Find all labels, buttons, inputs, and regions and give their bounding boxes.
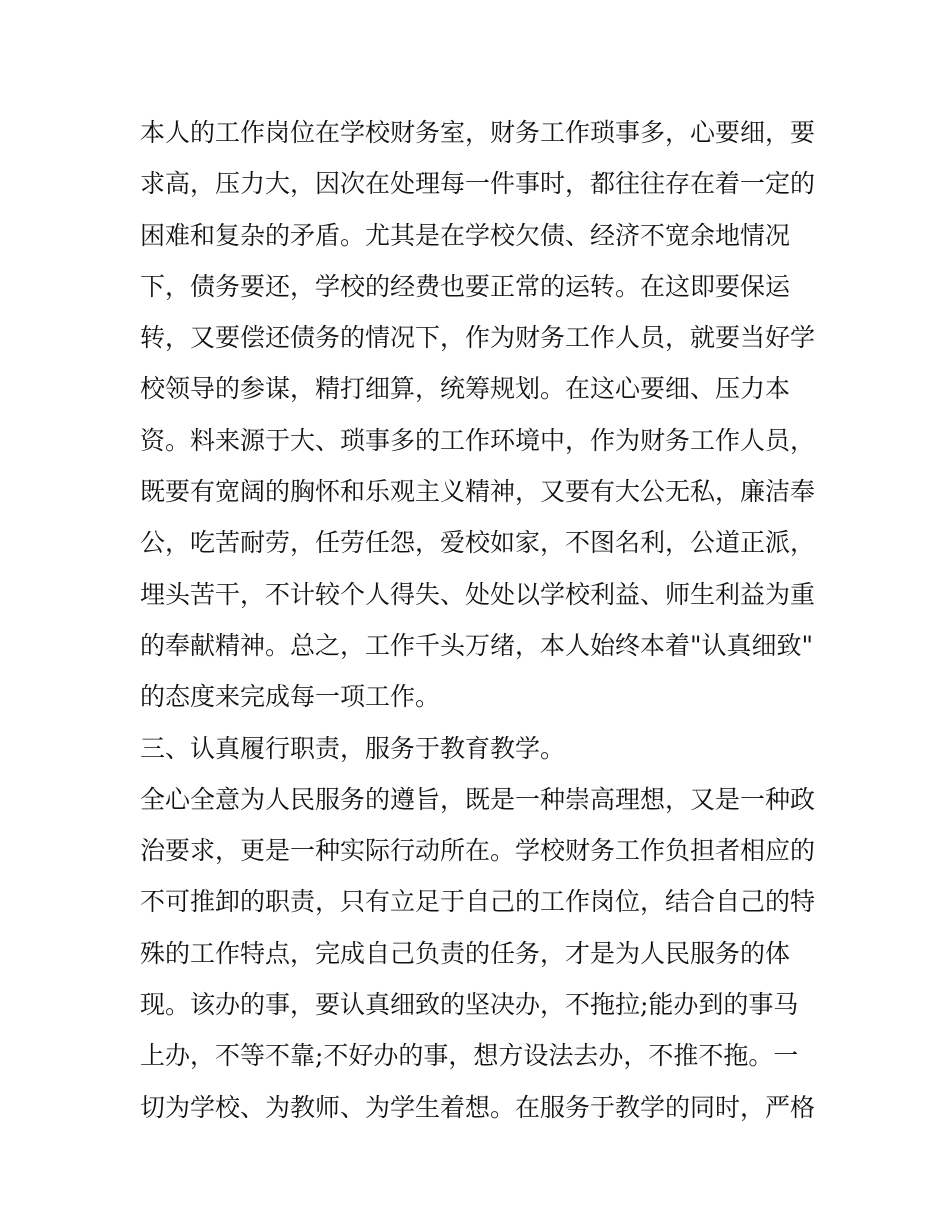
text-line-20: 切为学校、为教师、为学生着想。在服务于教学的同时，严格: [140, 1092, 816, 1122]
section-heading: 三、认真履行职责，服务于教育教学。: [140, 733, 566, 763]
text-line-1: 本人的工作岗位在学校财务室，财务工作琐事多，心要细，要: [140, 118, 816, 147]
text-line-12: 的态度来完成每一项工作。: [140, 682, 441, 712]
text-line-2: 求高，压力大，因次在处理每一件事时，都往往存在着一定的: [140, 169, 816, 199]
text-line-3: 困难和复杂的矛盾。尤其是在学校欠债、经济不宽余地情况: [140, 220, 791, 250]
text-line-14: 全心全意为人民服务的遵旨，既是一种崇高理想，又是一种政: [140, 784, 816, 814]
text-line-6: 校领导的参谋，精打细算，统筹规划。在这心要细、压力本: [140, 374, 791, 404]
text-line-9: 公，吃苦耐劳，任劳任怨，爱校如家，不图名利，公道正派，: [140, 528, 816, 558]
text-line-11: 的奉献精神。总之，工作千头万绪，本人始终本着"认真细致": [140, 630, 814, 660]
text-line-15: 治要求，更是一种实际行动所在。学校财务工作负担者相应的: [140, 836, 816, 866]
text-line-7: 资。料来源于大、琐事多的工作环境中，作为财务工作人员，: [140, 425, 816, 455]
text-line-8: 既要有宽阔的胸怀和乐观主义精神，又要有大公无私，廉洁奉: [140, 477, 816, 507]
text-line-16: 不可推卸的职责，只有立足于自己的工作岗位，结合自己的特: [140, 887, 816, 917]
text-line-10: 埋头苦干，不计较个人得失、处处以学校利益、师生利益为重: [140, 579, 816, 609]
text-line-18: 现。该办的事，要认真细致的坚决办，不拖拉;能办到的事马: [140, 990, 799, 1020]
text-line-17: 殊的工作特点，完成自己负责的任务，才是为人民服务的体: [140, 938, 791, 968]
body-text: [140, 107, 820, 1133]
text-line-5: 转，又要偿还债务的情况下，作为财务工作人员，就要当好学: [140, 323, 816, 353]
text-line-4: 下，债务要还，学校的经费也要正常的运转。在这即要保运: [140, 271, 791, 301]
text-line-19: 上办，不等不靠;不好办的事，想方设法去办，不推不拖。一: [140, 1041, 799, 1071]
